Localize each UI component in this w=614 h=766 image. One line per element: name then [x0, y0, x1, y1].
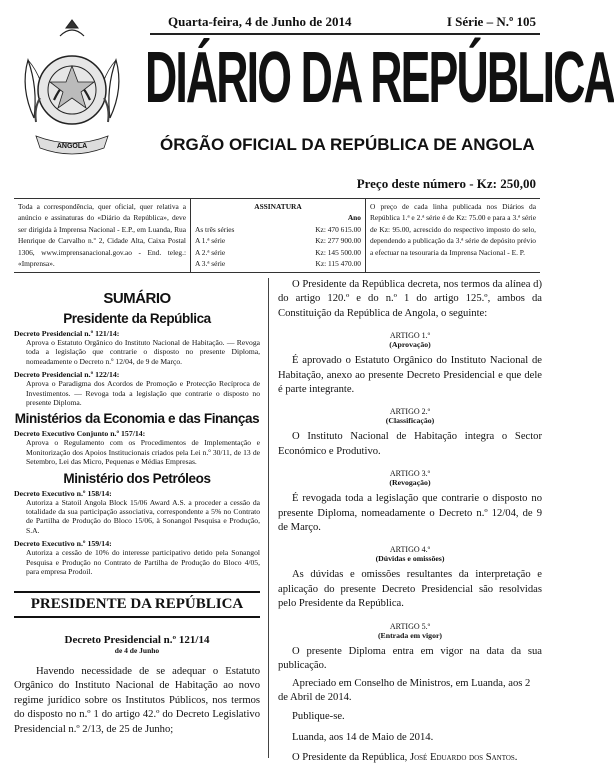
subscription-box	[190, 199, 366, 272]
decree-intro: Havendo necessidade de se adequar o Estatuto Orgânico do Instituto Nacional de Habitação ao novo regime jurídico sobre os Institutos Públicos, nos termos do disposto no n.º 1 do artigo 42.º do Decreto Legislativo Presidencial n.º 2/13, de 25 de Junho;	[14, 665, 260, 735]
right-column	[278, 278, 542, 766]
subscription-row: A 3.ª série Kz: 115 470.00	[195, 259, 361, 269]
summary-item-desc: Autoriza a Statoil Angola Block 15/06 Award A.S. a proceder a cessão da totalidade da sua participação associativa, correspondente a 5% no Contrato de Partilha de Produção do Bloco 15/06, à Sonangol Pesquisa e Produção, S.A.	[26, 497, 260, 535]
signature-name: José Eduardo dos Santos.	[409, 752, 518, 764]
summary-section-title: Ministério dos Petróleos	[63, 470, 211, 486]
issue-price: Preço deste número - Kz: 250,00	[356, 176, 536, 191]
summary-item	[14, 539, 260, 576]
summary-item-desc: Autoriza a cessão de 10% do interesse participativo detido pela Sonangol Pesquisa e Produção no Contrato de Partilha de Produção do Bloco 4/05, para empresa Prodoil.	[26, 548, 260, 577]
correspondence-info: Toda a correspondência, quer oficial, quer relativa a anúncio e assinaturas do «Diário da República», deve ser dirigida à Imprensa Nacional - E.P., em Luanda, Rua Henrique de Carvalho n.º 2, Cidade Alta, Caixa Postal 1306, www.imprensanacional.gov.ao - End. teleg.: «Imprensa».	[18, 202, 186, 269]
decree-opening: O Presidente da República decreta, nos termos da alínea d) do artigo 120.º e do n.º 1 do artigo 125.º, ambos da Constituição da República de Angola, o seguinte:	[278, 279, 542, 319]
subscription-year-label: Ano	[347, 213, 361, 223]
summary-item-desc: Aprova o Estatuto Orgânico do Instituto Nacional de Habitação. — Revoga toda a legislação que contrarie o disposto no presente Diploma, nomeadamente o Decreto n.º 12/04, de 9 de Março.	[26, 338, 260, 366]
subscription-row: A 1.ª série Kz: 277 900.00	[195, 236, 361, 246]
article-text: As dúvidas e omissões resultantes da interpretação e aplicação do presente Decreto Presidencial são resolvidas pelo Presidente da República.	[278, 569, 542, 610]
article-number: ARTIGO 1.º	[389, 331, 431, 341]
left-column	[14, 278, 269, 758]
issue-date: Quarta-feira, 4 de Junho de 2014	[168, 14, 352, 29]
masthead-title: DIÁRIO DA REPÚBLICA	[145, 38, 614, 118]
article-number: ARTIGO 4.º	[389, 545, 431, 555]
article-text: O presente Diploma entra em vigor na data da sua publicação.	[278, 645, 542, 672]
issue-series-number: I Série – N.º 105	[446, 14, 536, 29]
summary-item-title: Decreto Executivo n.º 159/14:	[14, 539, 112, 549]
section-banner: PRESIDENTE DA REPÚBLICA	[14, 591, 260, 618]
article-number: ARTIGO 3.º	[389, 469, 431, 479]
pricing-info: O preço de cada linha publicada nos Diários da República 1.ª e 2.ª série é de Kz: 75.00 e para a 3.ª série de Kz: 95.00, acrescido do respectivo imposto do selo, dependendo a publicação da 3.ª série de depósito prévio a efectuar na tesouraria da Imprensa Nacional - E. P.	[370, 202, 536, 257]
summary-section-title: Presidente da República	[63, 311, 211, 326]
decree-title: Decreto Presidencial n.º 121/14	[64, 633, 210, 646]
publish-statement: Publique-se.	[292, 711, 345, 723]
article-title: (Revogação)	[389, 478, 431, 488]
summary-item-title: Decreto Presidencial n.º 121/14:	[14, 329, 120, 338]
article-title: (Entrada em vigor)	[377, 630, 443, 640]
summary-item-title: Decreto Presidencial n.º 122/14:	[14, 370, 120, 380]
article-title: (Classificação)	[385, 416, 435, 426]
summary-item-desc: Aprova o Regulamento com os Procedimentos de Implementação e Monitorização dos Apoios Institucionais criados pela Lei n.º 30/11, de 13 de Setembro, Lei das Micro, Pequenas e Médias Empresas.	[26, 438, 260, 467]
summary-item	[14, 329, 260, 366]
article-text: É aprovado o Estatuto Orgânico do Instituto Nacional de Habitação, anexo ao presente Decreto Presidencial e que dele é parte integrante.	[278, 355, 542, 396]
subscription-row: A 2.ª série Kz: 145 500.00	[195, 247, 361, 257]
summary-item	[14, 429, 260, 466]
summary-item-title: Decreto Executivo Conjunto n.º 157/14:	[14, 429, 146, 439]
svg-text:ANGOLA: ANGOLA	[56, 143, 88, 150]
article-title: (Aprovação)	[389, 340, 431, 350]
summary-section-title: Ministérios da Economia e das Finanças	[14, 411, 260, 427]
summary-item	[14, 370, 260, 407]
info-table	[14, 198, 540, 273]
signature-line	[278, 751, 542, 765]
article-text: O Instituto Nacional de Habitação integra o Sector Económico e Produtivo.	[278, 431, 542, 457]
summary-heading: SUMÁRIO	[103, 290, 171, 307]
signature-prefix: O Presidente da República,	[292, 752, 408, 764]
subscription-row: As três séries Kz: 470 615.00	[195, 224, 361, 234]
article-number: ARTIGO 2.º	[389, 407, 431, 417]
header-rule	[150, 33, 540, 35]
angola-coat-of-arms-emblem	[14, 18, 130, 164]
place-date: Luanda, aos 14 de Maio de 2014.	[292, 731, 434, 743]
approval-statement: Apreciado em Conselho de Ministros, em Luanda, aos 2 de Abril de 2014.	[278, 677, 531, 703]
decree-date: de 4 de Junho	[114, 645, 160, 655]
masthead-subtitle: ÓRGÃO OFICIAL DA REPÚBLICA DE ANGOLA	[160, 135, 535, 154]
article-text: É revogada toda a legislação que contrarie o disposto no presente Diploma, nomeadamente o Decreto n.º 12/04, de 9 de Março.	[278, 493, 542, 534]
summary-item-desc: Aprova o Paradigma dos Acordos de Promoção e Protecção Recíproca de Investimentos. — Revoga toda a legislação que contrarie o disposto no presente Diploma.	[26, 379, 260, 408]
summary-item-title: Decreto Executivo n.º 158/14:	[14, 488, 112, 498]
article-title: (Dúvidas e omissões)	[375, 554, 445, 564]
subscription-heading: ASSINATURA	[254, 202, 302, 211]
summary-item	[14, 489, 260, 536]
article-number: ARTIGO 5.º	[389, 621, 431, 631]
